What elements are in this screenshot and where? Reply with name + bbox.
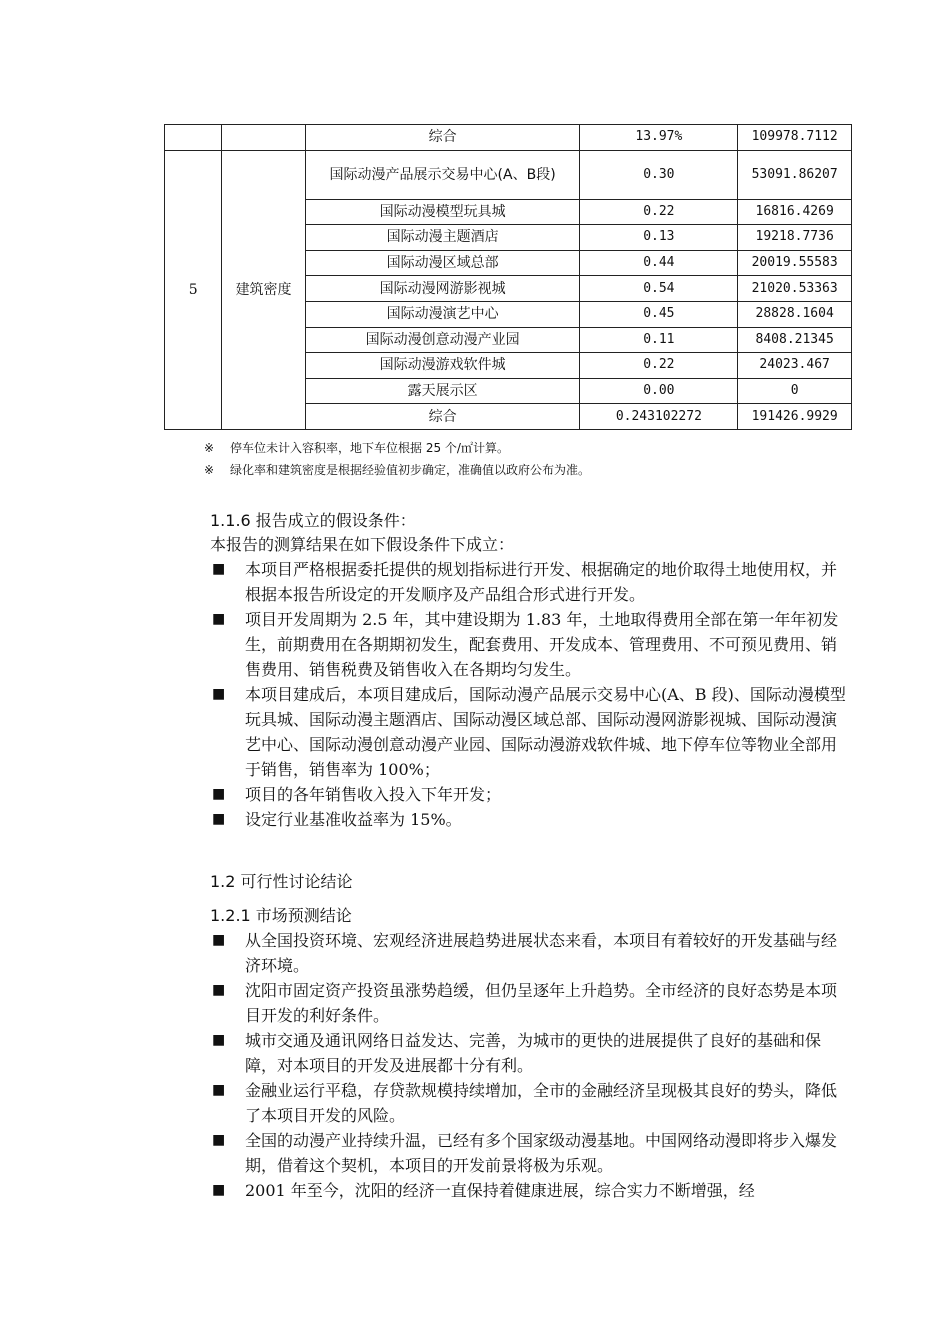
list-item [210,1078,850,1128]
note-text: 停车位未计入容积率，地下车位根据 25 个/㎡计算。 [230,441,509,455]
table-cell-area: 24023.467 [738,353,852,379]
list-item [210,928,850,978]
list-item-text: 从全国投资环境、宏观经济进展趋势进展状态来看，本项目有着较好的开发基础与经济环境。 [245,931,838,975]
table-cell-name: 国际动漫演艺中心 [305,301,580,327]
table-cell-value: 0.11 [580,327,738,353]
list-item-text: 全国的动漫产业持续升温，已经有多个国家级动漫基地。中国网络动漫即将步入爆发期，借着这个契机，本项目的开发前景将极为乐观。 [245,1131,838,1175]
table-cell-index: 5 [165,150,222,429]
table-cell-name: 国际动漫创意动漫产业园 [305,327,580,353]
list-item [210,1178,850,1203]
table-cell-name: 国际动漫模型玩具城 [305,199,580,225]
bullet-square-icon: ■ [212,786,226,802]
table-cell-value: 0.44 [580,250,738,276]
table-cell-name: 国际动漫主题酒店 [305,225,580,251]
table-cell-area: 191426.9929 [738,404,852,430]
table-cell-value: 0.22 [580,353,738,379]
table-cell-name: 综合 [305,125,580,151]
table-row [165,150,852,199]
table-notes [204,434,590,484]
table-cell-name: 国际动漫产品展示交易中心(A、B段) [305,150,580,199]
list-item [210,807,850,832]
table-cell-category: 建筑密度 [222,150,305,429]
bullet-square-icon: ■ [212,1032,226,1048]
section-market [210,904,850,1203]
section-heading: 1.1.6 报告成立的假设条件： [210,511,416,530]
section-heading: 1.2.1 市场预测结论 [210,906,352,925]
list-item-text: 2001 年至今，沈阳的经济一直保持着健康进展，综合实力不断增强，经 [245,1181,755,1200]
table-row [165,125,852,151]
list-item-text: 项目开发周期为 2.5 年，其中建设期为 1.83 年，土地取得费用全部在第一年年初发生，前期费用在各期期初发生，配套费用、开发成本、管理费用、不可预见费用、销售费用、销售税费及销售收入在各期均匀发生。 [245,610,839,679]
table-cell-name: 国际动漫区域总部 [305,250,580,276]
list-item [210,607,850,682]
section-conclusion [210,870,850,894]
list-item-text: 沈阳市固定资产投资虽涨势趋缓，但仍呈逐年上升趋势。全市经济的良好态势是本项目开发的利好条件。 [245,981,838,1025]
bullet-square-icon: ■ [212,1082,226,1098]
table-cell-value: 0.243102272 [580,404,738,430]
note-line [204,456,590,484]
section-heading: 1.2 可行性讨论结论 [210,872,353,891]
bullet-square-icon: ■ [212,1132,226,1148]
table-cell-area: 16816.4269 [738,199,852,225]
list-item [210,1128,850,1178]
bullet-square-icon: ■ [212,686,226,702]
table-cell-value: 0.00 [580,378,738,404]
list-item [210,557,850,607]
bullet-square-icon: ■ [212,811,226,827]
table-cell-value: 0.13 [580,225,738,251]
table-cell-value: 0.54 [580,276,738,302]
section-intro: 本报告的测算结果在如下假设条件下成立： [210,535,515,554]
bullet-square-icon: ■ [212,932,226,948]
table-cell-area: 53091.86207 [738,150,852,199]
table-cell-name: 国际动漫游戏软件城 [305,353,580,379]
table-cell-name: 国际动漫网游影视城 [305,276,580,302]
list-item [210,682,850,782]
assumption-list [210,557,850,832]
table-cell-area: 0 [738,378,852,404]
note-mark: ※ [204,441,215,455]
table-cell-area: 19218.7736 [738,225,852,251]
bullet-square-icon: ■ [212,1182,226,1198]
list-item-text: 项目的各年销售收入投入下年开发； [245,785,502,804]
indicator-table [164,124,852,430]
bullet-square-icon: ■ [212,611,226,627]
table-cell-area: 21020.53363 [738,276,852,302]
table-cell-value: 0.30 [580,150,738,199]
table-cell-area: 20019.55583 [738,250,852,276]
table-cell-area: 8408.21345 [738,327,852,353]
table-cell-value: 0.22 [580,199,738,225]
list-item [210,1028,850,1078]
table-cell-value: 0.45 [580,301,738,327]
market-conclusion-list [210,928,850,1203]
list-item [210,782,850,807]
note-text: 绿化率和建筑密度是根据经验值初步确定，准确值以政府公布为准。 [230,463,591,477]
table-cell-area: 28828.1604 [738,301,852,327]
bullet-square-icon: ■ [212,982,226,998]
table-cell-name: 露天展示区 [305,378,580,404]
table-cell [222,125,305,151]
table-cell-name: 综合 [305,404,580,430]
table-cell-value: 13.97% [580,125,738,151]
section-assumptions [210,509,850,832]
list-item-text: 本项目建成后，本项目建成后，国际动漫产品展示交易中心(A、B 段)、国际动漫模型玩具城、国际动漫主题酒店、国际动漫区域总部、国际动漫网游影视城、国际动漫演艺中心、国际动漫创意动漫产业园、国际动漫游戏软件城、地下停车位等物业全部用于销售，销售率为 100%； [245,685,846,779]
table-cell-area: 109978.7112 [738,125,852,151]
list-item-text: 设定行业基准收益率为 15%。 [245,810,462,829]
list-item-text: 本项目严格根据委托提供的规划指标进行开发、根据确定的地价取得土地使用权，并根据本报告所设定的开发顺序及产品组合形式进行开发。 [245,560,838,604]
table-cell [165,125,222,151]
note-mark: ※ [204,463,215,477]
list-item [210,978,850,1028]
list-item-text: 城市交通及通讯网络日益发达、完善，为城市的更快的进展提供了良好的基础和保障，对本项目的开发及进展都十分有利。 [245,1031,822,1075]
bullet-square-icon: ■ [212,561,226,577]
list-item-text: 金融业运行平稳，存贷款规模持续增加，全市的金融经济呈现极其良好的势头，降低了本项目开发的风险。 [245,1081,838,1125]
